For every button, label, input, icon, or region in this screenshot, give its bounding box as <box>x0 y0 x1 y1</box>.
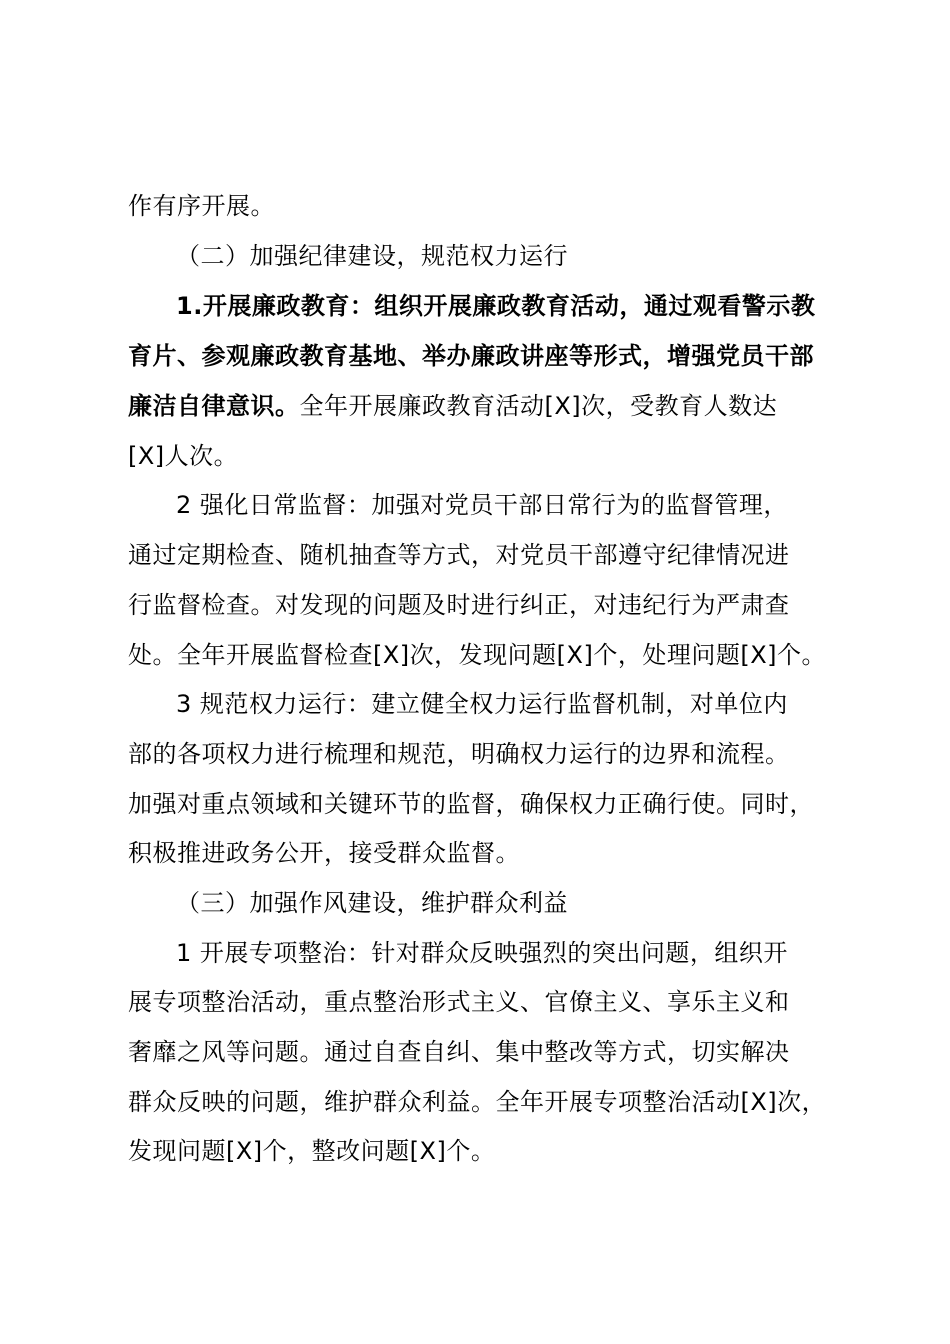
paragraph-line: 展专项整治活动，重点整治形式主义、官僚主义、享乐主义和 <box>128 988 790 1016</box>
plain-run: 全年开展廉政教育活动[X]次，受教育人数达 <box>299 392 778 420</box>
bold-run: 廉洁自律意识。 <box>128 392 300 420</box>
paragraph-line: 积极推进政务公开，接受群众监督。 <box>128 839 520 867</box>
paragraph-line: 群众反映的问题，维护群众利益。全年开展专项整治活动[X]次， <box>128 1088 827 1116</box>
paragraph-line: 奢靡之风等问题。通过自查自纠、集中整改等方式，切实解决 <box>128 1038 790 1066</box>
paragraph-line: 行监督检查。对发现的问题及时进行纠正，对违纪行为严肃查 <box>128 591 790 619</box>
paragraph-line-bold: 1.开展廉政教育：组织开展廉政教育活动，通过观看警示教 <box>176 292 816 320</box>
paragraph-line: 作有序开展。 <box>128 192 275 220</box>
paragraph-line: 通过定期检查、随机抽查等方式，对党员干部遵守纪律情况进 <box>128 541 790 569</box>
paragraph-line-bold: 育片、参观廉政教育基地、举办廉政讲座等形式，增强党员干部 <box>128 342 814 370</box>
paragraph-line: [X]人次。 <box>128 442 239 470</box>
paragraph-line: 2 强化日常监督：加强对党员干部日常行为的监督管理， <box>176 491 788 519</box>
paragraph-line: 处。全年开展监督检查[X]次，发现问题[X]个，处理问题[X]个。 <box>128 641 827 669</box>
paragraph-line: 3 规范权力运行：建立健全权力运行监督机制，对单位内 <box>176 690 788 718</box>
paragraph-line <box>128 388 777 424</box>
paragraph-line: 发现问题[X]个，整改问题[X]个。 <box>128 1137 496 1165</box>
section-heading-2: （二）加强纪律建设，规范权力运行 <box>176 242 568 270</box>
paragraph-line: 部的各项权力进行梳理和规范，明确权力运行的边界和流程。 <box>128 740 790 768</box>
paragraph-line: 1 开展专项整治：针对群众反映强烈的突出问题，组织开 <box>176 939 788 967</box>
section-heading-3: （三）加强作风建设，维护群众利益 <box>176 889 568 917</box>
paragraph-line: 加强对重点领域和关键环节的监督，确保权力正确行使。同时， <box>128 790 814 818</box>
